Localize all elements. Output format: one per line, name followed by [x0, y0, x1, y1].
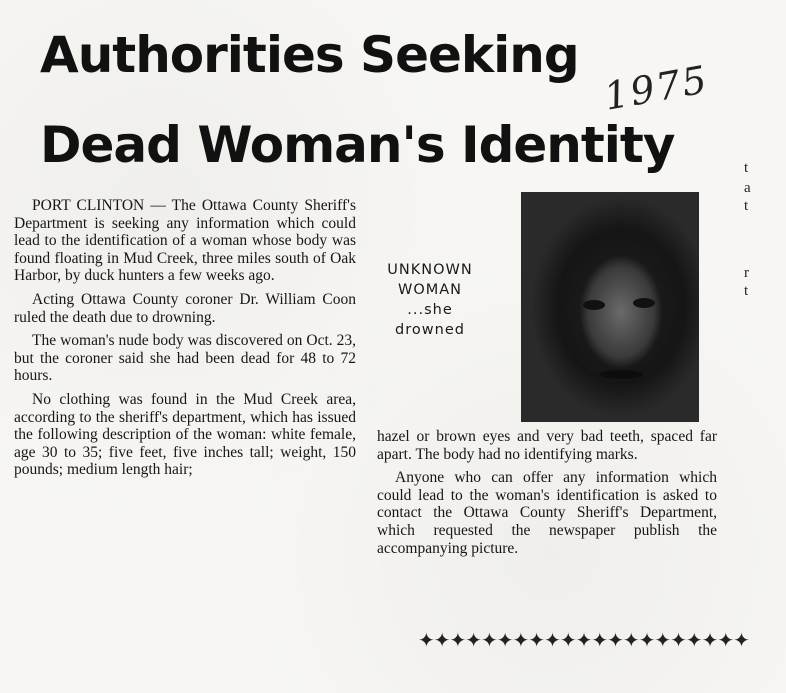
handwritten-year: 1975 [600, 57, 712, 119]
edge-fragment: r [744, 265, 749, 281]
photo-eye-right [633, 298, 655, 308]
paragraph: No clothing was found in the Mud Creek area, according to the sheriff's department, which has issued the following description of the woman: white female, age 30 to 35; five feet, five inches tall; weight, 150 pounds; medium length hair; [14, 390, 356, 479]
caption-line: drowned [395, 322, 465, 338]
end-mark: ✦✦✦✦✦✦✦✦✦✦✦✦✦✦✦✦✦✦✦✦✦ [418, 630, 749, 652]
photo-mouth [599, 370, 643, 379]
edge-fragment: t [744, 160, 749, 176]
paragraph: Acting Ottawa County coroner Dr. William Coon ruled the death due to drowning. [14, 290, 356, 326]
paragraph: hazel or brown eyes and very bad teeth, spaced far apart. The body had no identifying marks. [377, 428, 717, 463]
headline-line-1: Authorities Seeking [40, 26, 579, 84]
portrait-photo [521, 192, 699, 422]
edge-fragment: t [744, 283, 749, 299]
article-left-column [14, 197, 356, 485]
article-right-column [377, 428, 717, 563]
caption-line: ...she [407, 302, 453, 318]
paragraph: PORT CLINTON — The Ottawa County Sheriff's Department is seeking any information which could lead to the identification of a woman whose body was found floating in Mud Creek, three miles south of Oak Harbor, by duck hunters a few weeks ago. [14, 197, 356, 285]
headline-line-2: Dead Woman's Identity [40, 116, 675, 174]
photo-eye-left [583, 300, 605, 310]
caption-line: UNKNOWN [387, 262, 473, 278]
edge-fragment: t [744, 198, 749, 214]
photo-caption [380, 260, 480, 340]
edge-fragment: a [744, 180, 751, 196]
caption-line: WOMAN [397, 282, 463, 298]
paragraph: The woman's nude body was discovered on Oct. 23, but the coroner said she had been dead for 48 to 72 hours. [14, 332, 356, 385]
paragraph: Anyone who can offer any information which could lead to the woman's identification is asked to contact the Ottawa County Sheriff's Department, which requested the newspaper publish the accompanying picture. [377, 469, 717, 557]
